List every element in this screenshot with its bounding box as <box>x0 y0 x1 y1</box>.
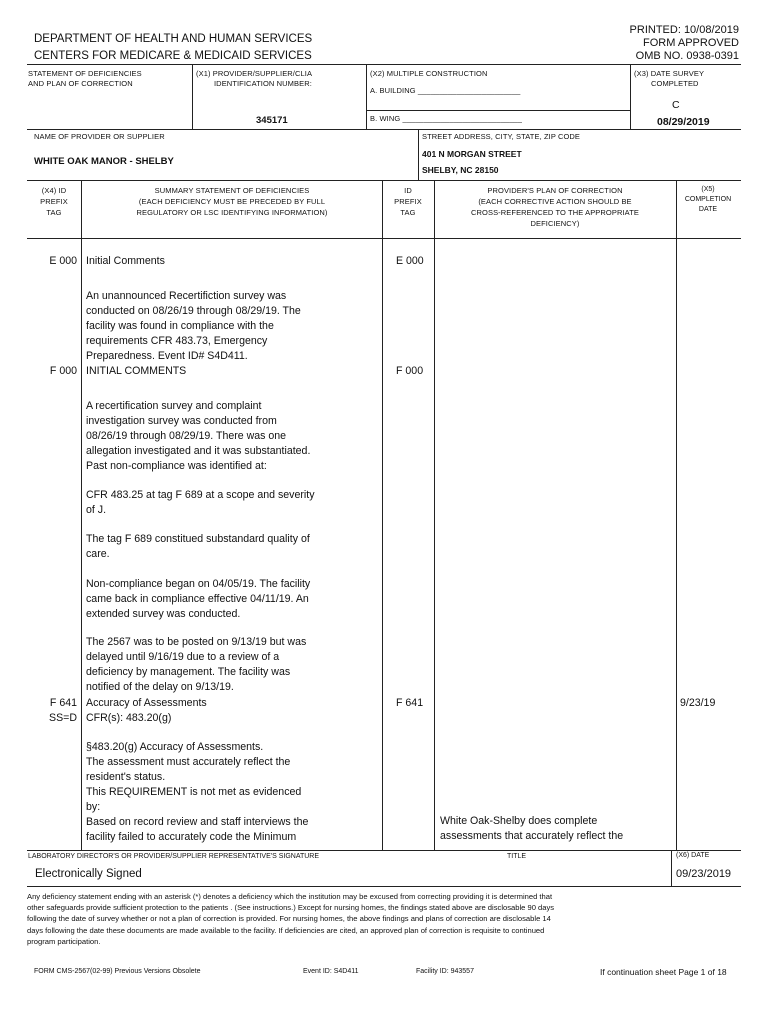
box-top-rule <box>27 64 741 65</box>
wing-label: B. WING ____________________________ <box>370 114 523 123</box>
section-title: Initial Comments <box>86 255 165 267</box>
printed-date: PRINTED: 10/08/2019 <box>629 24 739 36</box>
deficiency-text: CFR 483.25 at tag F 689 at a scope and severity of J. <box>86 489 315 516</box>
omb-number: OMB NO. 0938-0391 <box>635 50 739 62</box>
deficiency-text: An unannounced Recertifiction survey was conducted on 08/26/19 through 08/29/19. The facility was found in compliance with the requirements CFR 483.73, Emergency Preparedness. Event ID# S4D411. <box>86 290 301 362</box>
plan-header: (EACH CORRECTIVE ACTION SHOULD BE <box>478 197 632 206</box>
tag-prefix: E 000 <box>49 255 77 267</box>
event-id: Event ID: S4D411 <box>303 968 359 975</box>
x3-label: (X3) DATE SURVEY <box>634 69 705 78</box>
column-divider <box>676 180 677 850</box>
completion-date: 9/23/19 <box>680 697 716 709</box>
deficiency-text: The tag F 689 constitued substandard quality of care. <box>86 533 310 560</box>
survey-date: 08/29/2019 <box>657 116 710 128</box>
column-divider <box>81 180 82 850</box>
building-label: A. BUILDING ________________________ <box>370 86 521 95</box>
address-street: 401 N MORGAN STREET <box>422 149 522 159</box>
summary-header: SUMMARY STATEMENT OF DEFICIENCIES <box>154 186 310 195</box>
x5-header: DATE <box>698 206 718 213</box>
address-city: SHELBY, NC 28150 <box>422 165 499 175</box>
divider <box>630 64 631 130</box>
id-header: TAG <box>400 208 416 217</box>
deficiency-text: §483.20(g) Accuracy of Assessments. The assessment must accurately reflect the resident's status. This REQUIREMENT is not met as evidenced by: Based on record review and staff interviews the facility failed to accurately code the Minimum <box>86 741 309 843</box>
summary-header: REGULATORY OR LSC IDENTIFYING INFORMATION) <box>136 208 328 217</box>
deficiency-text: A recertification survey and complaint investigation survey was conducted from 08/26/19 through 08/29/19. There was one allegation investigated and it was substantiated. Past non-compliance was identified at: <box>86 400 311 472</box>
department-title: DEPARTMENT OF HEALTH AND HUMAN SERVICES <box>34 33 313 45</box>
signature-label: LABORATORY DIRECTOR'S OR PROVIDER/SUPPLIER REPRESENTATIVE'S SIGNATURE <box>28 853 320 860</box>
disclaimer: Any deficiency statement ending with an asterisk (*) denotes a deficiency which the institution may be excused from correcting providing it is determined that other safeguards provide sufficient protection to the patients . (See instructions.) Except for nursing homes, the findings stated above are disclosable 90 days following the date of survey whether or not a plan of correction is provided. For nursing homes, the above findings and plans of correction are disclosable 14 days following the date these documents are made available to the facility. If deficiencies are cited, an approved plan of correction is requisite to continued program participation. <box>27 892 555 946</box>
title-label: TITLE <box>507 853 527 860</box>
column-divider <box>434 180 435 850</box>
cfr-reference: CFR(s): 483.20(g) <box>86 712 172 724</box>
provider-id-number: 345171 <box>256 115 288 126</box>
deficiency-text: The 2567 was to be posted on 9/13/19 but was delayed until 9/16/19 due to a review of a deficiency by management. The facility was notified of the delay on 9/13/19. <box>86 636 307 693</box>
column-divider <box>382 180 383 850</box>
form-approved: FORM APPROVED <box>643 37 739 49</box>
statement-label: STATEMENT OF DEFICIENCIES <box>28 69 142 78</box>
tag-prefix: F 641 <box>396 697 424 709</box>
plan-text: White Oak-Shelby does complete assessments that accurately reflect the <box>440 815 624 842</box>
id-header: ID <box>404 186 412 195</box>
tag-prefix: F 000 <box>49 365 77 377</box>
box-mid-rule <box>27 129 741 130</box>
plan-header: DEFICIENCY) <box>530 219 580 228</box>
statement-label: AND PLAN OF CORRECTION <box>28 79 133 88</box>
divider <box>671 850 672 886</box>
provider-name-label: NAME OF PROVIDER OR SUPPLIER <box>34 132 165 141</box>
section-title: INITIAL COMMENTS <box>86 365 187 377</box>
agency-title: CENTERS FOR MEDICARE & MEDICAID SERVICES <box>34 50 312 62</box>
x5-header: (X5) <box>701 186 715 193</box>
wing-rule <box>366 110 630 111</box>
x3-label: COMPLETED <box>651 79 699 88</box>
plan-header: PROVIDER'S PLAN OF CORRECTION <box>487 186 623 195</box>
deficiency-text: Non-compliance began on 04/05/19. The facility came back in compliance effective 04/11/19. An extended survey was conducted. <box>86 578 311 620</box>
x4-header: (X4) ID <box>41 186 67 195</box>
divider <box>366 64 367 130</box>
address-label: STREET ADDRESS, CITY, STATE, ZIP CODE <box>422 132 581 141</box>
scope-severity: SS=D <box>49 712 77 724</box>
x2-label: (X2) MULTIPLE CONSTRUCTION <box>370 69 488 78</box>
x1-label: (X1) PROVIDER/SUPPLIER/CLIA <box>196 69 313 78</box>
summary-header: (EACH DEFICIENCY MUST BE PRECEDED BY FULL <box>138 197 326 206</box>
page-indicator: If continuation sheet Page 1 of 18 <box>600 967 727 977</box>
provider-name: WHITE OAK MANOR - SHELBY <box>34 156 174 167</box>
x5-header: COMPLETION <box>684 196 732 203</box>
columns-header-rule <box>27 238 741 239</box>
divider <box>192 64 193 130</box>
id-header: PREFIX <box>394 197 422 206</box>
x1-label: IDENTIFICATION NUMBER: <box>214 79 312 88</box>
x4-header: TAG <box>46 208 62 217</box>
form-number: FORM CMS-2567(02-99) Previous Versions Obsolete <box>34 968 201 975</box>
section-title: Accuracy of Assessments <box>86 697 207 709</box>
signature-bottom-rule <box>27 886 741 887</box>
plan-header: CROSS-REFERENCED TO THE APPROPRIATE <box>471 208 639 217</box>
x4-header: PREFIX <box>40 197 68 206</box>
date-label: (X6) DATE <box>676 852 710 859</box>
signature-date: 09/23/2019 <box>676 868 732 880</box>
tag-prefix: F 000 <box>396 365 424 377</box>
signature-value: Electronically Signed <box>35 868 142 880</box>
tag-prefix: F 641 <box>49 697 77 709</box>
tag-prefix: E 000 <box>396 255 424 267</box>
facility-id: Facility ID: 943557 <box>416 968 474 975</box>
survey-letter: C <box>672 99 680 111</box>
divider <box>418 129 419 181</box>
signature-rule <box>27 850 741 851</box>
provider-rule <box>27 180 741 181</box>
